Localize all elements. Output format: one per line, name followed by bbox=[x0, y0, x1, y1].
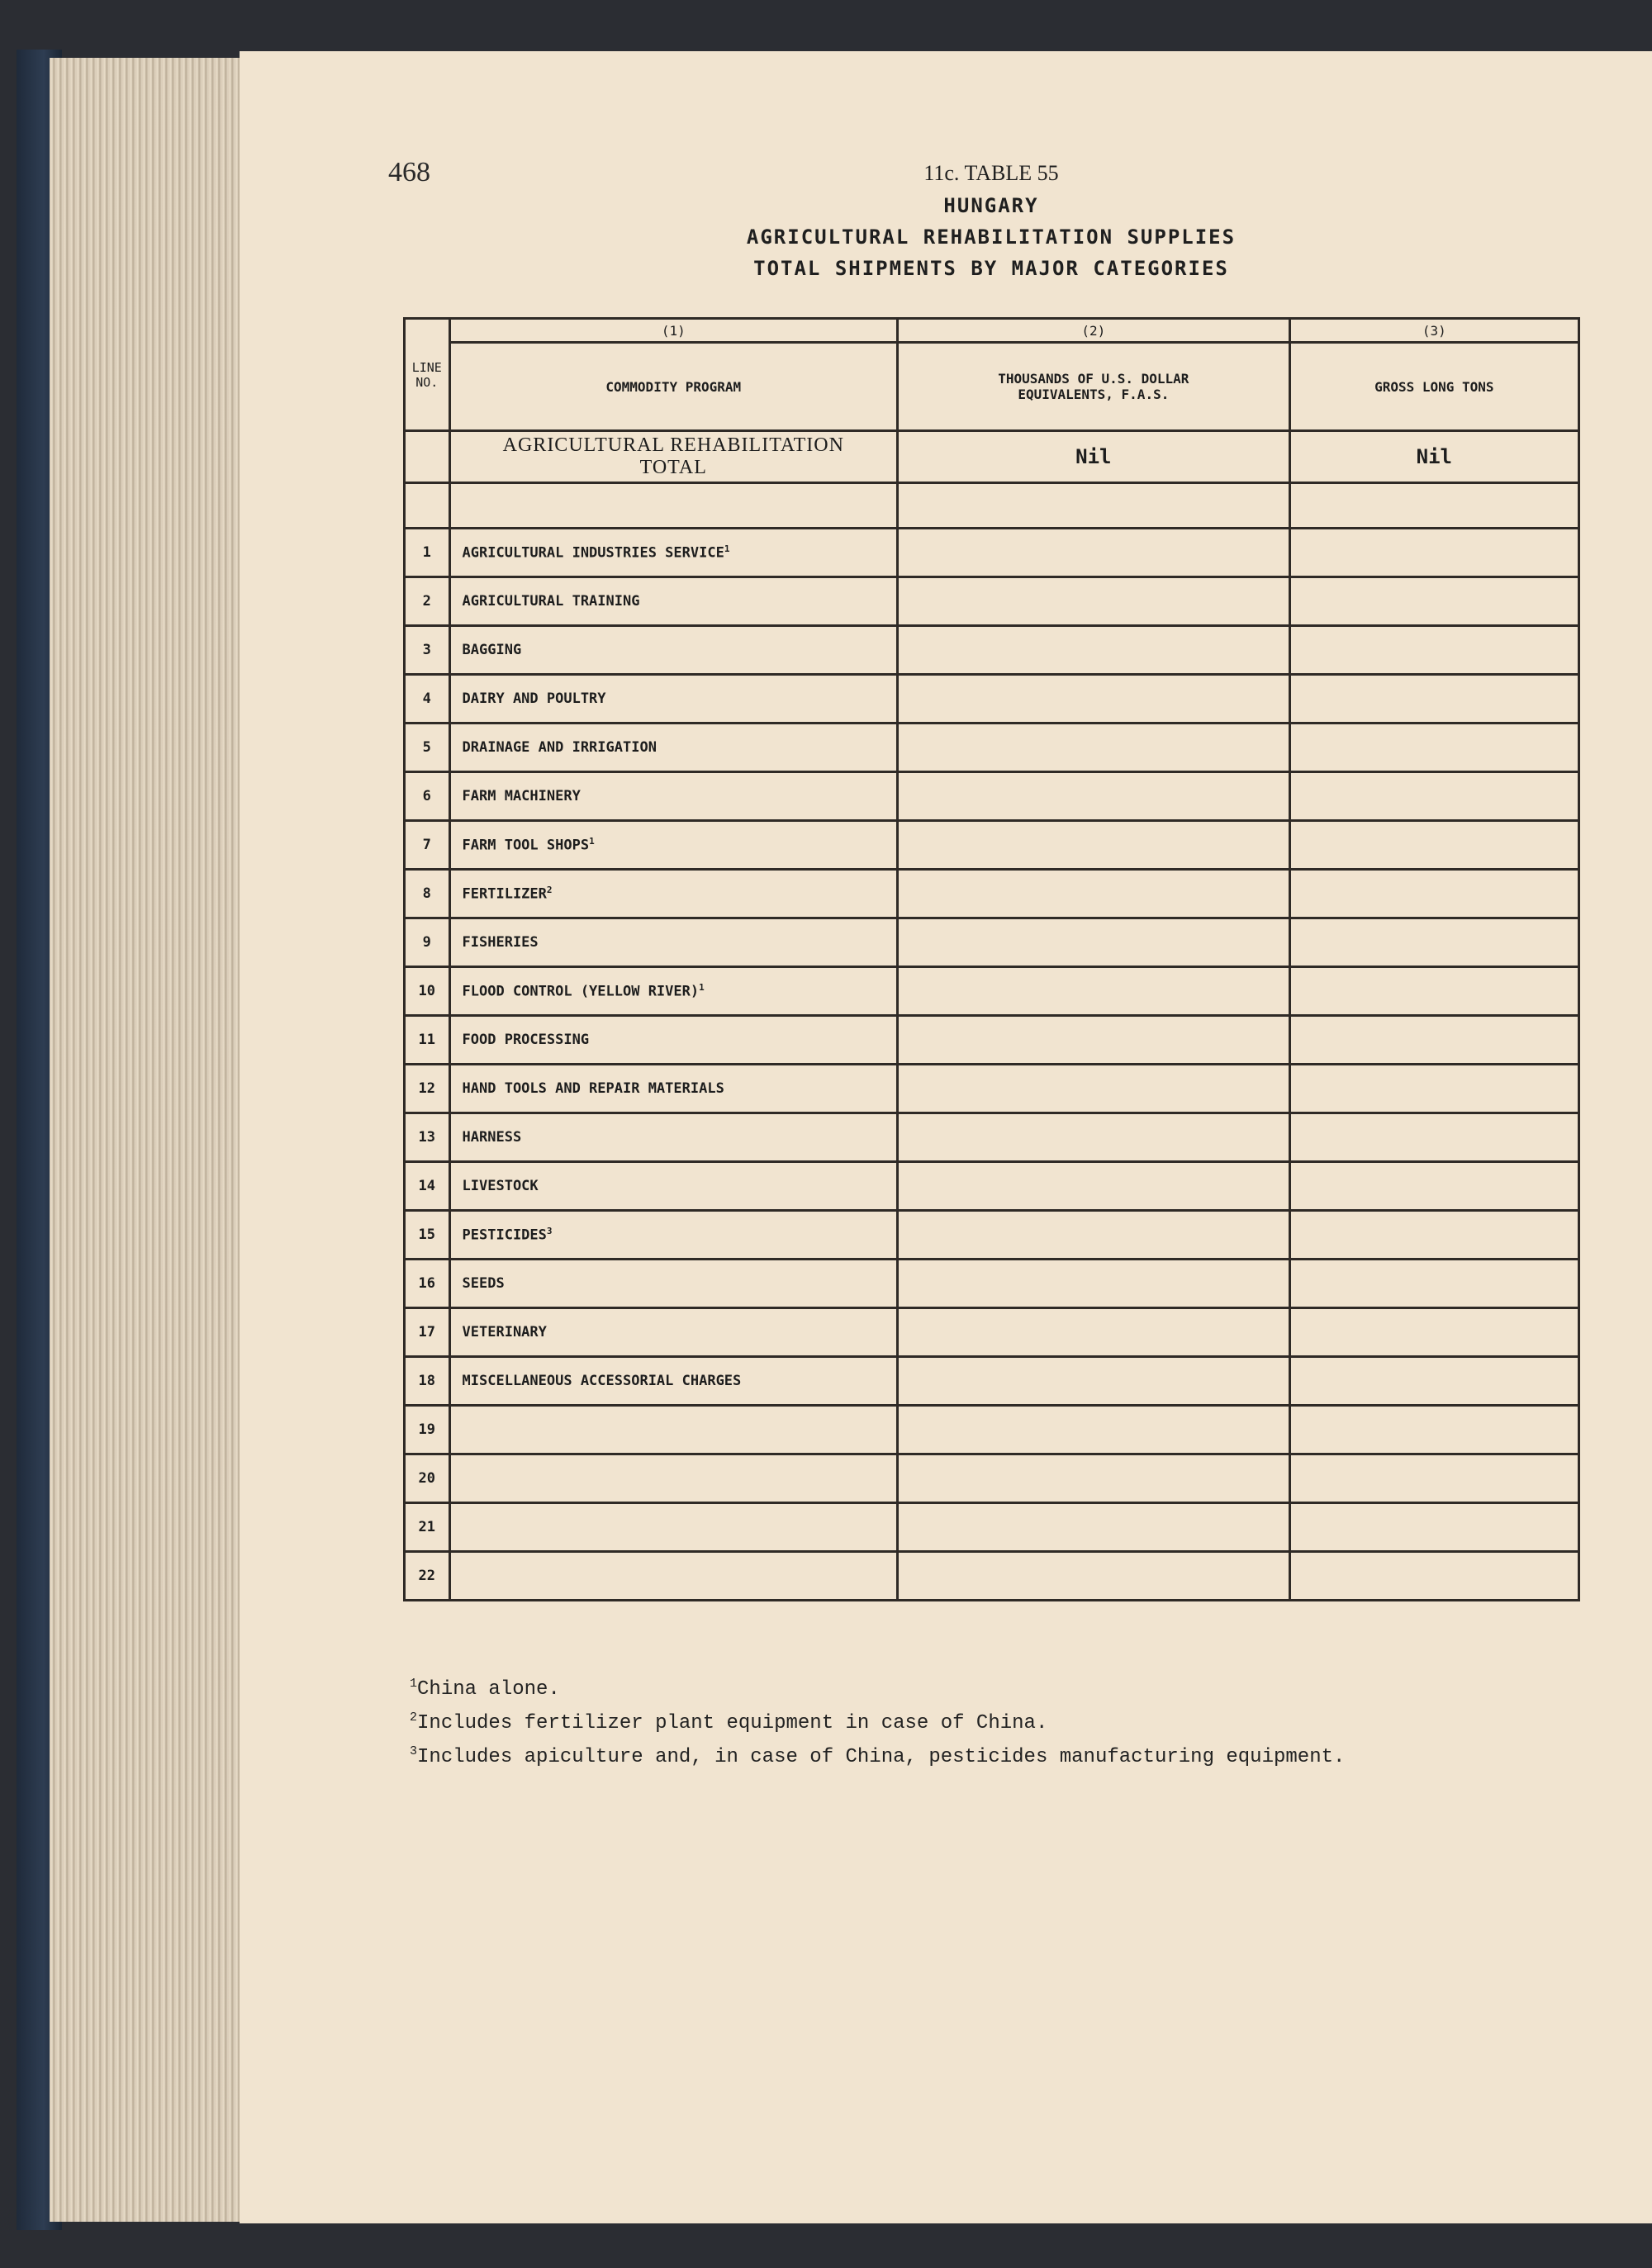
tons-value bbox=[1289, 918, 1578, 967]
footnote bbox=[410, 1677, 1345, 1701]
spacer-cell bbox=[405, 483, 450, 529]
line-number bbox=[405, 1357, 450, 1406]
footnote-marker: 2 bbox=[546, 885, 553, 896]
commodity-program-text: FARM MACHINERY bbox=[462, 788, 581, 804]
usd-value bbox=[898, 870, 1290, 918]
usd-value bbox=[898, 529, 1290, 577]
tons-value bbox=[1289, 577, 1578, 626]
col-number-2: (2) bbox=[898, 319, 1290, 343]
line-number bbox=[405, 1016, 450, 1065]
table-row bbox=[405, 1113, 1579, 1162]
total-tons: Nil bbox=[1289, 431, 1578, 483]
tons-value bbox=[1289, 1454, 1578, 1503]
commodity-program-text: HARNESS bbox=[462, 1129, 522, 1146]
footnote-text: China alone. bbox=[417, 1678, 560, 1701]
total-usd: Nil bbox=[898, 431, 1290, 483]
line-number-text: 7 bbox=[422, 837, 431, 853]
table-row bbox=[405, 870, 1579, 918]
commodity-program bbox=[449, 724, 898, 772]
commodity-program-text: DAIRY AND POULTRY bbox=[462, 690, 606, 707]
line-number bbox=[405, 1552, 450, 1601]
line-number bbox=[405, 626, 450, 675]
line-number bbox=[405, 529, 450, 577]
table-row bbox=[405, 821, 1579, 870]
usd-value bbox=[898, 577, 1290, 626]
table-row bbox=[405, 1503, 1579, 1552]
line-number-text: 3 bbox=[422, 642, 431, 658]
spacer-cell bbox=[1289, 483, 1578, 529]
tons-value bbox=[1289, 1162, 1578, 1211]
table-row bbox=[405, 967, 1579, 1016]
usd-value bbox=[898, 918, 1290, 967]
usd-value bbox=[898, 772, 1290, 821]
table-row bbox=[405, 529, 1579, 577]
commodity-program bbox=[449, 1260, 898, 1308]
table-row bbox=[405, 1211, 1579, 1260]
line-number-text: 4 bbox=[422, 690, 431, 707]
col-number-1: (1) bbox=[449, 319, 898, 343]
line-number bbox=[405, 870, 450, 918]
supplies-title: AGRICULTURAL REHABILITATION SUPPLIES bbox=[746, 225, 1237, 249]
line-number-text: 12 bbox=[418, 1080, 435, 1097]
usd-value bbox=[898, 1503, 1290, 1552]
usd-value bbox=[898, 1357, 1290, 1406]
usd-value bbox=[898, 724, 1290, 772]
line-number-text: 17 bbox=[418, 1324, 435, 1340]
footnote bbox=[410, 1710, 1345, 1734]
footnote-mark: 1 bbox=[410, 1677, 418, 1691]
line-number bbox=[405, 1308, 450, 1357]
line-number-text: 13 bbox=[418, 1129, 435, 1146]
line-number bbox=[405, 772, 450, 821]
line-number bbox=[405, 1260, 450, 1308]
tons-value bbox=[1289, 1113, 1578, 1162]
commodity-program-text: AGRICULTURAL INDUSTRIES SERVICE bbox=[462, 544, 724, 562]
commodity-program-text: AGRICULTURAL TRAINING bbox=[462, 593, 640, 610]
commodity-program bbox=[449, 918, 898, 967]
col-number-3: (3) bbox=[1289, 319, 1578, 343]
shipments-title: TOTAL SHIPMENTS BY MAJOR CATEGORIES bbox=[753, 257, 1229, 280]
footnote-mark: 3 bbox=[410, 1744, 418, 1758]
commodity-program bbox=[449, 967, 898, 1016]
usd-value bbox=[898, 1113, 1290, 1162]
table-row bbox=[405, 675, 1579, 724]
footnote bbox=[410, 1744, 1345, 1768]
tons-value bbox=[1289, 1065, 1578, 1113]
commodity-program-text: FLOOD CONTROL (YELLOW RIVER) bbox=[462, 983, 700, 1000]
shipments-table bbox=[403, 317, 1580, 1601]
usd-value bbox=[898, 967, 1290, 1016]
commodity-program bbox=[449, 870, 898, 918]
tons-header: GROSS LONG TONS bbox=[1289, 343, 1578, 431]
footnote-mark: 2 bbox=[410, 1710, 418, 1725]
line-no-header bbox=[405, 319, 450, 431]
total-row bbox=[405, 431, 1579, 483]
footnote-marker: 1 bbox=[589, 836, 595, 847]
commodity-program-text: FISHERIES bbox=[462, 934, 539, 951]
line-number-text: 15 bbox=[418, 1227, 435, 1243]
commodity-program bbox=[449, 1162, 898, 1211]
usd-value bbox=[898, 1065, 1290, 1113]
footnote-text: Includes apiculture and, in case of China, pesticides manufacturing equipment. bbox=[417, 1746, 1346, 1768]
tons-value bbox=[1289, 1552, 1578, 1601]
commodity-program bbox=[449, 1016, 898, 1065]
line-number-text: 11 bbox=[418, 1032, 435, 1048]
tons-value bbox=[1289, 626, 1578, 675]
spacer-cell bbox=[898, 483, 1290, 529]
table-row bbox=[405, 724, 1579, 772]
footnote-marker: 3 bbox=[546, 1226, 553, 1237]
tons-value bbox=[1289, 1308, 1578, 1357]
total-line-cell bbox=[405, 431, 450, 483]
page-number: 468 bbox=[388, 157, 430, 187]
footnotes bbox=[410, 1677, 1345, 1778]
line-number-text: 2 bbox=[422, 593, 431, 610]
usd-value bbox=[898, 1211, 1290, 1260]
line-number bbox=[405, 1503, 450, 1552]
table-row bbox=[405, 577, 1579, 626]
line-number bbox=[405, 1162, 450, 1211]
commodity-program bbox=[449, 1308, 898, 1357]
line-number-text: 18 bbox=[418, 1373, 435, 1389]
commodity-program-text: LIVESTOCK bbox=[462, 1178, 539, 1194]
line-number-text: 6 bbox=[422, 788, 431, 804]
tons-value bbox=[1289, 772, 1578, 821]
table-row bbox=[405, 1065, 1579, 1113]
usd-value bbox=[898, 1406, 1290, 1454]
table-row bbox=[405, 1016, 1579, 1065]
table-row bbox=[405, 1162, 1579, 1211]
table-row bbox=[405, 1260, 1579, 1308]
commodity-program bbox=[449, 1503, 898, 1552]
table-row bbox=[405, 1454, 1579, 1503]
line-number bbox=[405, 918, 450, 967]
line-no-header-text: LINE NO. bbox=[411, 359, 442, 390]
spacer-cell bbox=[449, 483, 898, 529]
tons-value bbox=[1289, 529, 1578, 577]
tons-value bbox=[1289, 1211, 1578, 1260]
commodity-program bbox=[449, 529, 898, 577]
commodity-program-text: HAND TOOLS AND REPAIR MATERIALS bbox=[462, 1080, 724, 1097]
line-number-text: 9 bbox=[422, 934, 431, 951]
tons-value bbox=[1289, 1503, 1578, 1552]
commodity-program-text: MISCELLANEOUS ACCESSORIAL CHARGES bbox=[462, 1373, 742, 1389]
tons-value bbox=[1289, 1260, 1578, 1308]
table-row bbox=[405, 1552, 1579, 1601]
line-number bbox=[405, 1406, 450, 1454]
line-number bbox=[405, 675, 450, 724]
line-number bbox=[405, 1454, 450, 1503]
commodity-program-text: FOOD PROCESSING bbox=[462, 1032, 590, 1048]
table-number: 11c. TABLE 55 bbox=[923, 161, 1059, 185]
commodity-program bbox=[449, 772, 898, 821]
usd-value bbox=[898, 1016, 1290, 1065]
usd-value bbox=[898, 1260, 1290, 1308]
commodity-program bbox=[449, 1211, 898, 1260]
commodity-program-text: PESTICIDES bbox=[462, 1227, 547, 1244]
tons-value bbox=[1289, 967, 1578, 1016]
table-row bbox=[405, 918, 1579, 967]
line-number-text: 16 bbox=[418, 1275, 435, 1292]
table-row bbox=[405, 772, 1579, 821]
commodity-program bbox=[449, 577, 898, 626]
line-number-text: 14 bbox=[418, 1178, 435, 1194]
usd-value bbox=[898, 1454, 1290, 1503]
commodity-program bbox=[449, 1406, 898, 1454]
commodity-program-text: DRAINAGE AND IRRIGATION bbox=[462, 739, 657, 756]
tons-value bbox=[1289, 675, 1578, 724]
tons-value bbox=[1289, 821, 1578, 870]
line-number bbox=[405, 1065, 450, 1113]
line-number bbox=[405, 967, 450, 1016]
tons-value bbox=[1289, 1016, 1578, 1065]
table-row bbox=[405, 1308, 1579, 1357]
line-number-text: 19 bbox=[418, 1421, 435, 1438]
commodity-program bbox=[449, 821, 898, 870]
line-number-text: 8 bbox=[422, 885, 431, 902]
usd-value bbox=[898, 821, 1290, 870]
footnote-marker: 1 bbox=[724, 543, 730, 555]
line-number-text: 22 bbox=[418, 1568, 435, 1584]
column-number-row bbox=[405, 319, 1579, 343]
commodity-program-text: FARM TOOL SHOPS bbox=[462, 837, 590, 854]
commodity-program-header: COMMODITY PROGRAM bbox=[449, 343, 898, 431]
table-title-block bbox=[661, 161, 1322, 288]
table-row bbox=[405, 626, 1579, 675]
tons-value bbox=[1289, 1406, 1578, 1454]
line-number-text: 1 bbox=[422, 544, 431, 561]
footnote-text: Includes fertilizer plant equipment in case of China. bbox=[417, 1712, 1048, 1734]
usd-value bbox=[898, 1308, 1290, 1357]
commodity-program-text: SEEDS bbox=[462, 1275, 505, 1292]
country-title: HUNGARY bbox=[943, 194, 1039, 217]
commodity-program bbox=[449, 1454, 898, 1503]
commodity-program bbox=[449, 1113, 898, 1162]
line-number-text: 5 bbox=[422, 739, 431, 756]
usd-header: THOUSANDS OF U.S. DOLLAR EQUIVALENTS, F.A.S. bbox=[898, 343, 1290, 431]
usd-value bbox=[898, 675, 1290, 724]
line-number-text: 21 bbox=[418, 1519, 435, 1535]
usd-value bbox=[898, 1552, 1290, 1601]
table-row bbox=[405, 1406, 1579, 1454]
tons-value bbox=[1289, 870, 1578, 918]
total-label: AGRICULTURAL REHABILITATION TOTAL bbox=[449, 431, 898, 483]
line-number-text: 10 bbox=[418, 983, 435, 999]
commodity-program-text: BAGGING bbox=[462, 642, 522, 658]
line-number-text: 20 bbox=[418, 1470, 435, 1487]
spacer-row bbox=[405, 483, 1579, 529]
tons-value bbox=[1289, 1357, 1578, 1406]
line-number bbox=[405, 577, 450, 626]
commodity-program bbox=[449, 1357, 898, 1406]
tons-value bbox=[1289, 724, 1578, 772]
usd-value bbox=[898, 626, 1290, 675]
usd-value bbox=[898, 1162, 1290, 1211]
commodity-program bbox=[449, 1065, 898, 1113]
commodity-program-text: FERTILIZER bbox=[462, 885, 547, 903]
commodity-program bbox=[449, 626, 898, 675]
line-number bbox=[405, 1113, 450, 1162]
table-row bbox=[405, 1357, 1579, 1406]
page-edges bbox=[50, 58, 248, 2222]
commodity-program-text: VETERINARY bbox=[462, 1324, 547, 1340]
line-number bbox=[405, 821, 450, 870]
header-row bbox=[405, 343, 1579, 431]
commodity-program bbox=[449, 1552, 898, 1601]
commodity-program bbox=[449, 675, 898, 724]
line-number bbox=[405, 724, 450, 772]
line-number bbox=[405, 1211, 450, 1260]
footnote-marker: 1 bbox=[699, 982, 705, 994]
